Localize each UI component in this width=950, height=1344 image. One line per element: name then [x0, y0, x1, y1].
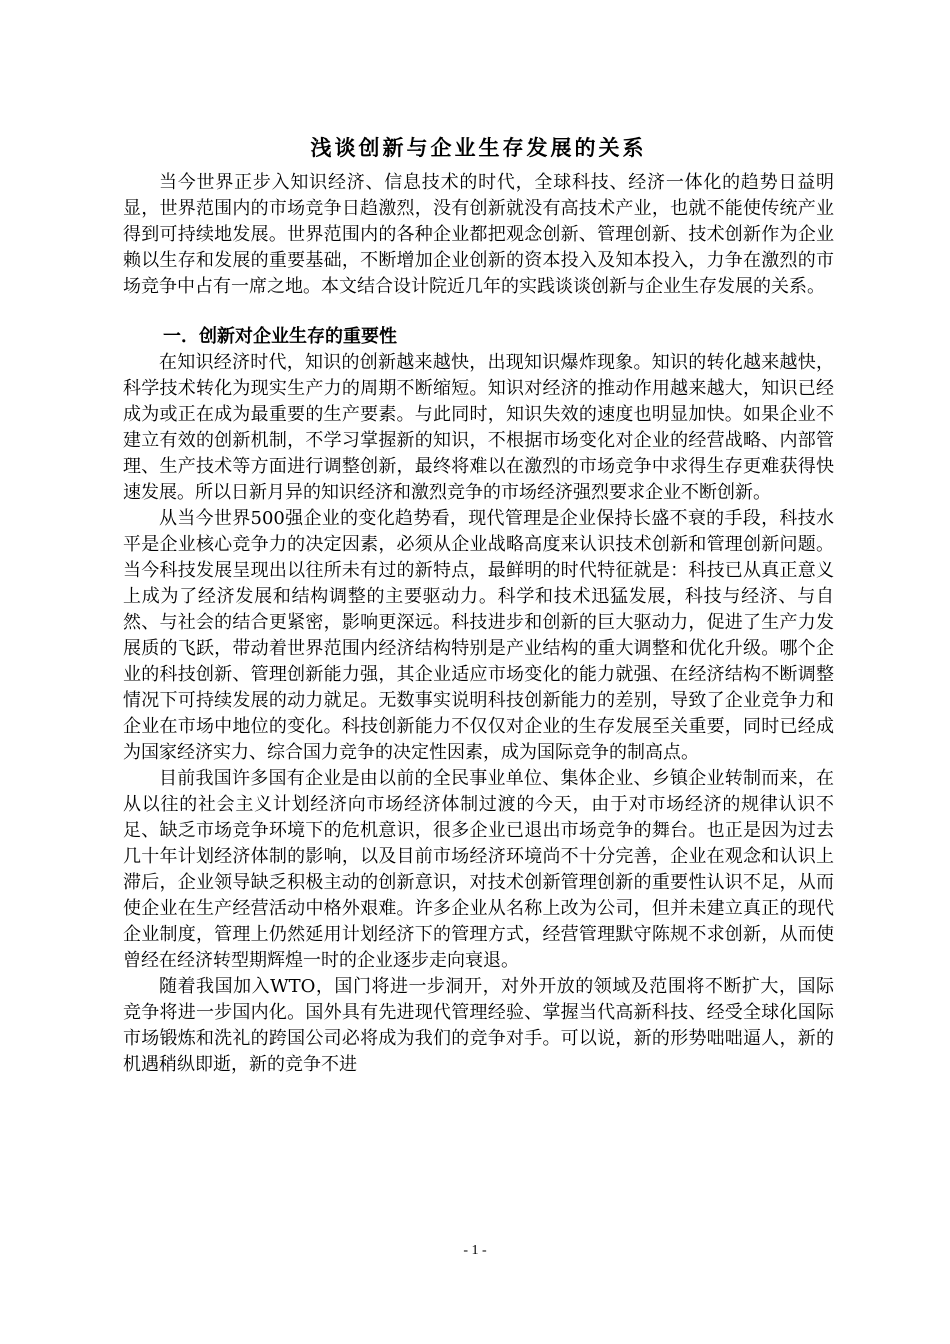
body-paragraph: 在知识经济时代，知识的创新越来越快，出现知识爆炸现象。知识的转化越来越快，科学技术转化为现实生产力的周期不断缩短。知识对经济的推动作用越来越大，知识已经成为或正在成为最重要的生产要素。与此同时，知识失效的速度也明显加快。如果企业不建立有效的创新机制，不学习掌握新的知识，不根据市场变化对企业的经营战略、内部管理、生产技术等方面进行调整创新，最终将难以在激烈的市场竞争中求得生存更难获得快速发展。所以日新月异的知识经济和激烈竞争的市场经济强烈要求企业不断创新。 [123, 352, 834, 503]
document-title: 浅谈创新与企业生存发展的关系 [310, 135, 647, 160]
intro-paragraph: 当今世界正步入知识经济、信息技术的时代，全球科技、经济一体化的趋势日益明显，世界范围内的市场竞争日趋激烈，没有创新就没有高技术产业，也就不能使传统产业得到可持续地发展。世界范围内的各种企业都把观念创新、管理创新、技术创新作为企业赖以生存和发展的重要基础，不断增加企业创新的资本投入及知本投入，力争在激烈的市场竞争中占有一席之地。本文结合设计院近几年的实践谈谈创新与企业生存发展的关系。 [123, 172, 834, 297]
document-body [123, 132, 834, 1078]
section-heading: 一．创新对企业生存的重要性 [163, 326, 397, 347]
body-paragraph: 目前我国许多国有企业是由以前的全民事业单位、集体企业、乡镇企业转制而来，在从以往的社会主义计划经济向市场经济体制过渡的今天，由于对市场经济的规律认识不足、缺乏市场竞争环境下的危机意识，很多企业已退出市场竞争的舞台。也正是因为过去几十年计划经济体制的影响，以及目前市场经济环境尚不十分完善，企业在观念和认识上滞后，企业领导缺乏积极主动的创新意识，对技术创新管理创新的重要性认识不足，从而使企业在生产经营活动中格外艰难。许多企业从名称上改为公司，但并未建立真正的现代企业制度，管理上仍然延用计划经济下的管理方式，经营管理默守陈规不求创新，从而使曾经在经济转型期辉煌一时的企业逐步走向衰退。 [123, 768, 834, 971]
page-number: - 1 - [463, 1243, 487, 1258]
body-paragraph: 从当今世界500强企业的变化趋势看，现代管理是企业保持长盛不衰的手段，科技水平是企业核心竞争力的决定因素，必须从企业战略高度来认识技术创新和管理创新问题。当今科技发展呈现出以往所未有过的新特点，最鲜明的时代特征就是：科技已从真正意义上成为了经济发展和结构调整的主要驱动力。科学和技术迅猛发展，科技与经济、与自然、与社会的结合更紧密，影响更深远。科技进步和创新的巨大驱动力，促进了生产力发展质的飞跃，带动着世界范围内经济结构特别是产业结构的重大调整和优化升级。哪个企业的科技创新、管理创新能力强，其企业适应市场变化的能力就强、在经济结构不断调整情况下可持续发展的动力就足。无数事实说明科技创新能力的差别，导致了企业竞争力和企业在市场中地位的变化。科技创新能力不仅仅对企业的生存发展至关重要，同时已经成为国家经济实力、综合国力竞争的决定性因素，成为国际竞争的制高点。 [123, 508, 834, 763]
body-paragraph: 随着我国加入WTO，国门将进一步洞开，对外开放的领域及范围将不断扩大，国际竞争将进一步国内化。国外具有先进现代管理经验、掌握当代高新科技、经受全球化国际市场锻炼和洗礼的跨国公司必将成为我们的竞争对手。可以说，新的形势咄咄逼人，新的机遇稍纵即逝，新的竞争不进 [123, 976, 834, 1075]
